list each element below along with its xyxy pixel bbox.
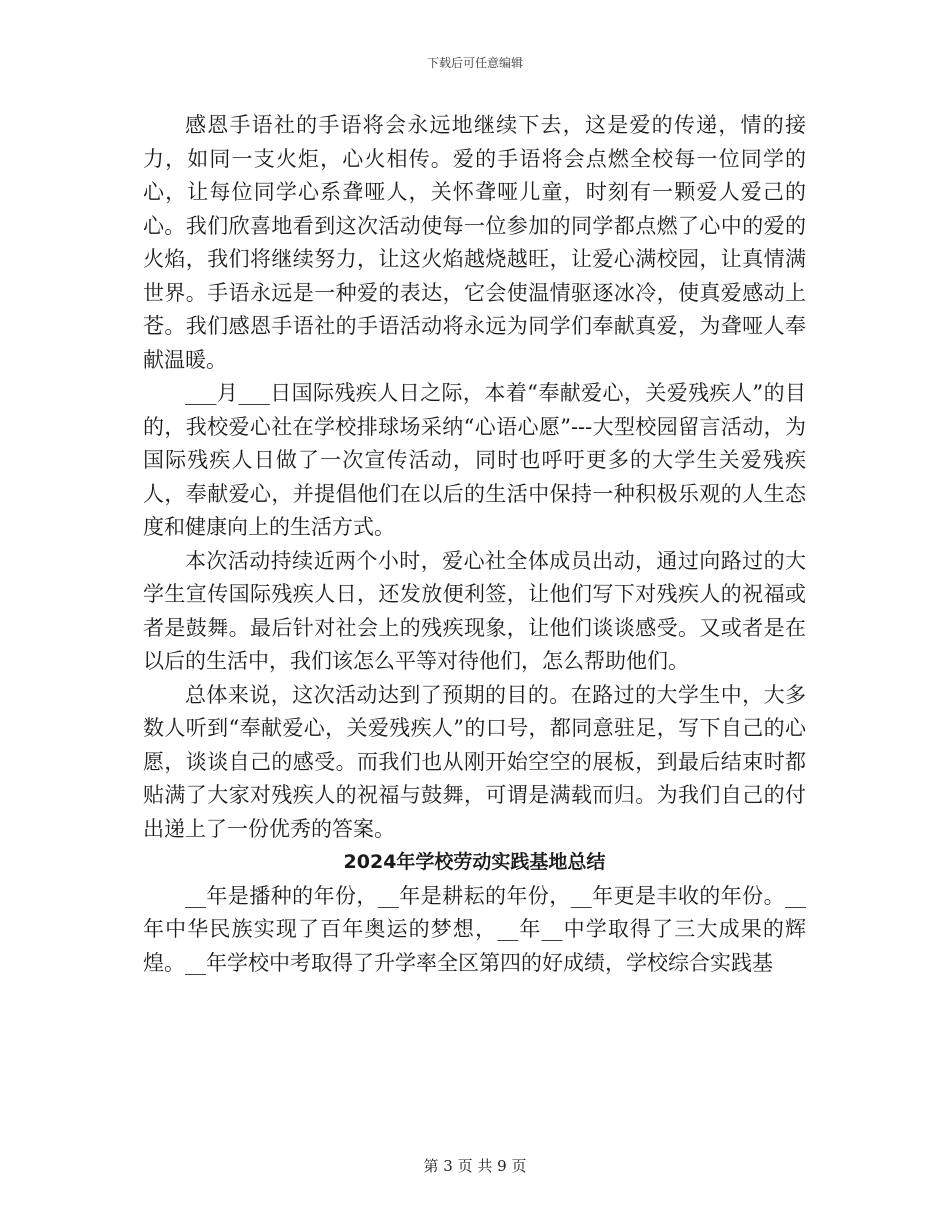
section-heading: 2024年学校劳动实践基地总结 [343, 851, 606, 873]
page-header-note: 下载后可任意编辑 [426, 56, 523, 70]
paragraph-disability-day-event: ___月___日国际残疾人日之际，本着“奉献爱心，关爱残疾人”的目的，我校爱心社在学校排球场采纳“心语心愿”---大型校园留言活动，为国际残疾人日做了一次宣传活动，同时也呼吁更多的大学生关爱残疾人，奉献爱心，并提倡他们在以后的生活中保持一种积极乐观的人生态度和健康向上的生活方式。 [143, 381, 806, 539]
paragraph-sign-language-club: 感恩手语社的手语将会永远地继续下去，这是爱的传递，情的接力，如同一支火炬，心火相传。爱的手语将会点燃全校每一位同学的心，让每位同学心系聋哑人，关怀聋哑儿童，时刻有一颗爱人爱己的心。我们欣喜地看到这次活动使每一位参加的同学都点燃了心中的爱的火焰，我们将继续努力，让这火焰越烧越旺，让爱心满校园，让真情满世界。手语永远是一种爱的表达，它会使温情驱逐冰冷，使真爱感动上苍。我们感恩手语社的手语活动将永远为同学们奉献真爱，为聋哑人奉献温暖。 [143, 113, 806, 372]
page-number: 第 3 页 共 9 页 [423, 1157, 527, 1175]
document-body [143, 109, 806, 980]
paragraph-labor-base-intro: __年是播种的年份，__年是耕耘的年份，__年更是丰收的年份。__年中华民族实现了百年奥运的梦想，__年__中学取得了三大成果的辉煌。__年学校中考取得了升学率全区第四的好成绩，学校综合实践基 [143, 883, 806, 975]
paragraph-event-activities: 本次活动持续近两个小时，爱心社全体成员出动，通过向路过的大学生宣传国际残疾人日，还发放便利签，让他们写下对残疾人的祝福或者是鼓舞。最后针对社会上的残疾现象，让他们谈谈感受。又或者是在以后的生活中，我们该怎么平等对待他们，怎么帮助他们。 [143, 548, 806, 673]
paragraph-event-summary: 总体来说，这次活动达到了预期的目的。在路过的大学生中，大多数人听到“奉献爱心，关爱残疾人”的口号，都同意驻足，写下自己的心愿，谈谈自己的感受。而我们也从刚开始空空的展板，到最后结束时都贴满了大家对残疾人的祝福与鼓舞，可谓是满载而归。为我们自己的付出递上了一份优秀的答案。 [143, 682, 806, 841]
